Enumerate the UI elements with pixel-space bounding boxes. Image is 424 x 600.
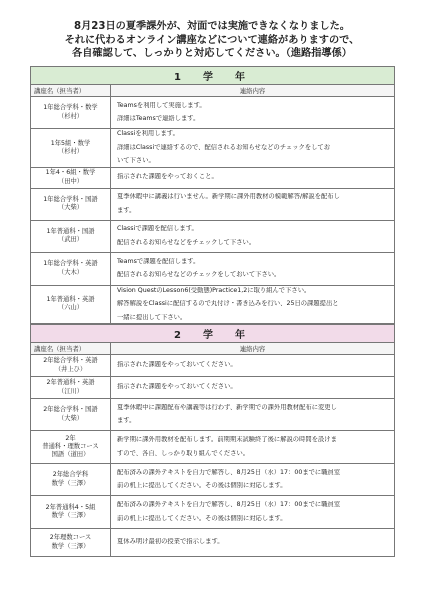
course-line: 数学（三澤） [51, 512, 90, 519]
table-row [31, 355, 395, 377]
course-line: 1年総合学科・数学 [43, 104, 98, 112]
column-header-content: 連絡内容 [111, 343, 395, 355]
content-cell [111, 167, 395, 188]
course-line: （杉村） [57, 147, 84, 155]
content-line: 指示された課題をやっておいてください。 [117, 361, 237, 369]
table-row [31, 496, 395, 529]
content-cell [111, 252, 395, 285]
course-line: 2年普通科・英語 [46, 379, 95, 387]
content-line: 前の机上に提出してください。その後は個別に対応します。 [117, 514, 287, 522]
content-cell [111, 377, 395, 399]
content-cell [111, 431, 395, 464]
course-line: 1年普通科・国語 [46, 227, 95, 235]
column-header-course: 講座名（担当者） [31, 343, 111, 355]
table-row [31, 529, 395, 557]
content-cell [111, 496, 395, 529]
intro-line-3: 各自確認して、しっかりと対応してください。（進路指導係） [72, 48, 352, 59]
notice-intro [20, 20, 404, 61]
course-line: 2年理数コース [49, 534, 92, 542]
content-cell [111, 285, 395, 324]
course-cell [31, 431, 111, 464]
course-line: 1年普通科・英語 [46, 296, 95, 304]
content-line: いて下さい。 [117, 157, 155, 164]
course-line: （杉村） [57, 112, 84, 120]
content-line: 夏季休暇中に講義は行いません。新学期に課外用教材の模範解答/解説を配布し [117, 193, 340, 200]
course-line: 1年総合学科・国語 [43, 195, 98, 203]
course-line: 2年総合学科・英語 [43, 357, 98, 365]
course-line: 1年4・6組・数学 [45, 169, 96, 177]
grade2-title: 2 学 年 [31, 325, 395, 343]
content-line: ます。 [117, 417, 136, 424]
course-line: 数学（三澤） [51, 479, 90, 487]
content-line: 配信されるお知らせなどをチェックして下さい。 [117, 238, 256, 246]
course-cell [31, 252, 111, 285]
course-line: （大木） [57, 268, 84, 276]
table-row [31, 377, 395, 399]
course-line: 1年5組・数学 [50, 139, 91, 147]
table-row [31, 252, 395, 285]
course-line: （武田） [57, 236, 84, 243]
course-cell [31, 167, 111, 188]
course-line: 国語（道田） [51, 451, 90, 459]
course-cell [31, 496, 111, 529]
course-line: （井上ひ） [54, 365, 87, 373]
content-line: 配布済みの課外テキストを自力で解答し、8月25日（水）17：00までに職員室 [117, 501, 341, 508]
course-line: 1年総合学科・英語 [43, 260, 98, 268]
course-cell [31, 129, 111, 168]
content-line: 詳細はClassiで連絡するので、配信されるお知らせなどのチェックをしてお [117, 143, 331, 151]
table-row [31, 167, 395, 188]
course-cell [31, 377, 111, 399]
content-line: 指示された課題をやっておくこと。 [117, 173, 218, 181]
content-line: Classiを利用します。 [117, 130, 179, 137]
course-line: （大柴） [57, 204, 84, 211]
intro-line-1: 8月23日の夏季課外が、対面では実施できなくなりました。 [74, 21, 350, 32]
course-cell [31, 188, 111, 220]
content-line: すので、各自、しっかり取り組んでください。 [117, 449, 250, 457]
table-row [31, 399, 395, 431]
course-line: 2年普通科4・5組 [45, 503, 96, 511]
intro-line-2: それに代わるオンライン講座などについて連絡がありますので、 [64, 34, 360, 46]
course-cell [31, 97, 111, 129]
content-cell [111, 97, 395, 129]
course-line: 2年総合学科 [52, 471, 89, 479]
course-line: （田中） [57, 177, 84, 185]
content-cell [111, 464, 395, 496]
content-line: 夏休み明け最初の授業で指示します。 [117, 538, 224, 546]
grade1-title: 1 学 年 [31, 67, 395, 85]
content-line: 夏季休暇中に課題配布や講義等は行わず、新学期での課外用教材配布に変更し [117, 403, 337, 411]
content-line: Teamsを利用して実施します。 [117, 101, 206, 109]
table-row [31, 431, 395, 464]
table-row [31, 129, 395, 168]
course-cell [31, 220, 111, 252]
content-line: Vision QuestのLesson6(受動態)Practice1,2に取り組んで下さい。 [117, 286, 311, 294]
course-cell [31, 464, 111, 496]
table-row [31, 285, 395, 324]
content-line: 前の机上に提出してください。その後は個別に対応します。 [117, 482, 287, 489]
content-cell [111, 220, 395, 252]
course-line: 数学（三澤） [51, 542, 90, 550]
content-line: Classiで課題を配信します。 [117, 225, 198, 232]
table-row [31, 188, 395, 220]
table-row [31, 464, 395, 496]
content-line: 配布済みの課外テキストを自力で解答し、8月25日（水）17：00までに職員室 [117, 468, 341, 476]
content-line: 詳細はTeamsで連絡します。 [117, 115, 200, 122]
content-cell [111, 188, 395, 220]
content-line: Teamsで課題を配信します。 [117, 257, 200, 265]
course-line: 2年総合学科・国語 [43, 406, 98, 414]
table-row [31, 97, 395, 129]
content-line: 指示された課題をやっておいてください。 [117, 383, 237, 391]
content-line: 新学期に課外用教材を配布します。前期期末試験終了後に解説の時間を設けま [117, 436, 337, 443]
course-cell [31, 355, 111, 377]
course-cell [31, 529, 111, 557]
content-line: 配信されるお知らせなどのチェックをしておいて下さい。 [117, 271, 281, 278]
column-header-content: 連絡内容 [111, 85, 395, 97]
column-header-course: 講座名（担当者） [31, 85, 111, 97]
course-cell [31, 285, 111, 324]
course-cell [31, 399, 111, 431]
content-line: 一緒に提出して下さい。 [117, 313, 187, 321]
course-line: （江川） [57, 387, 84, 395]
course-line: （大柴） [57, 414, 84, 422]
course-line: （六山） [57, 304, 84, 312]
course-line: 普通科・理数コース [42, 442, 99, 450]
content-line: 解答解説をClassiに配信するので丸付け・書き込みを行い、25日の課題提出と [117, 300, 339, 307]
grade2-table [30, 324, 395, 557]
content-cell [111, 529, 395, 557]
content-cell [111, 129, 395, 168]
content-cell [111, 399, 395, 431]
course-line: 2年 [65, 434, 76, 442]
content-cell [111, 355, 395, 377]
content-line: ます。 [117, 206, 136, 214]
grade1-table [30, 66, 395, 324]
table-row [31, 220, 395, 252]
